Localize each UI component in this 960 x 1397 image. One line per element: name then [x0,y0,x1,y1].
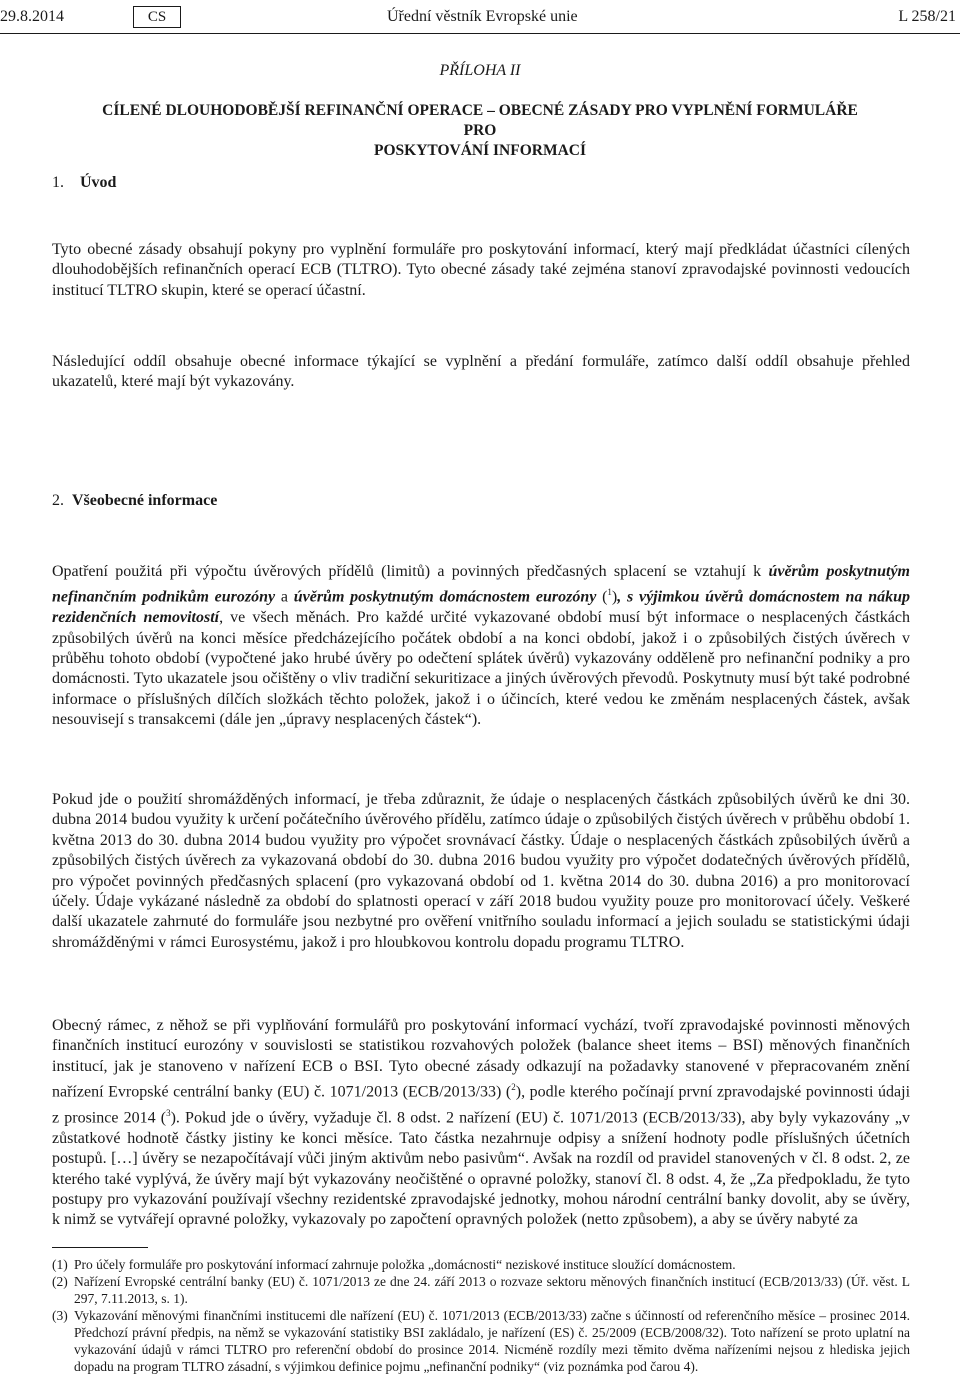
p1-text-2: a [275,588,294,606]
section-2-paragraph-1 [52,562,910,731]
footnote-3-text: Vykazování měnovými finančními institucemi dle nařízení (EU) č. 1071/2013 (ECB/2013/33) začne s účinností od referenčního měsíce – prosinec 2014. Předchozí právní předpis, na němž se vykazování statistiky BSI zakládalo, je nařízení (ES) č. 25/2009 (ECB/2008/32). Toto nařízení se proto uplatní na vykazování údajů v rámci TLTRO pro referenční období do prosince 2014. Nicméně rozdíly mezi těmito dvěma nařízeními nejsou z hlediska jejich dopadu na program TLTRO zásadní, s výjimkou definice pojmu „nefinanční podniky“ (viz poznámka pod čarou 4). [74,1308,910,1374]
footnote-ref-2[interactable]: 2 [511,1082,516,1093]
p1-text-5: , ve všech měnách. Pro každé určité vykazované období musí být informace o nesplacených částkách způsobilých úvěrů na konci měsíce předcházejícího počátek období a na konci období, jakož i o způsobilých čistých úvěrech v průběhu tohoto období (vypočtené jako hrubé úvěry po odečtení splátek úvěrů) vykazovány odděleně pro nefinanční podniky a pro domácnosti. Tyto ukazatele jsou očištěny o vliv tradiční sekuritizace a jiných úvěrových převodů. Poskytnuty musí být také podrobné informace o příslušných dílčích složkách těchto položek, jakož i o účincích, které vedou ke změnám nesplacených částek, avšak nesouvisejí s transakcemi (dále jen „úpravy nesplacených částek“). [52,609,911,729]
footnote-2-text: Nařízení Evropské centrální banky (EU) č. 1071/2013 ze dne 24. září 2013 o rozvaze sektoru měnových finančních institucí (ECB/2013/33) (Úř. věst. L 297, 7.11.2013, s. 1). [74,1274,910,1306]
section-2-number: 2. [52,492,64,509]
footnote-2 [52,1273,910,1307]
footnote-separator [52,1247,148,1248]
section-2-paragraph-2: Pokud jde o použití shromážděných informací, je třeba zdůraznit, že údaje o nesplacených částkách způsobilých úvěrů ke dni 30. dubna 2014 budou využity k určení počátečního úvěrového přídělu, zatímco údaje o způsobilých čistých úvěrech v průběhu období 1. května 2013 do 30. dubna 2014 budou využity pro výpočet srovnávací částky. Údaje o nesplacených částkách způsobilých úvěrů a způsobilých čistých úvěrech za vykazovaná období do 30. dubna 2016 budou využity pro výpočet dodatečných úvěrových přídělů, pro výpočet povinných předčasných splacení (pro vykazovaná období od 1. května 2014 do 30. dubna 2016) a pro monitorovací účely. Údaje vykázané následně za období do splatnosti operací v září 2018 budou využity pouze pro monitorovací účely. Veškeré další ukazatele zahrnuté do formuláře jsou nezbytné pro ověření vnitřního souladu informací a jejich souladu se statistickými údaji shromážděnými v rámci Eurosystému, jakož i pro hloubkovou kontrolu dopadu programu TLTRO. [52,791,910,951]
footnote-ref-1[interactable]: 1 [607,587,612,598]
p1-text-1: Opatření použitá při výpočtu úvěrových přídělů (limitů) a povinných předčasných splacení se vztahují k [52,563,769,580]
p1-emph-2: úvěrům poskytnutým domácnostem eurozóny [293,588,597,606]
section-1-paragraph-1: Tyto obecné zásady obsahují pokyny pro vyplnění formuláře pro poskytování informací, který mají předkládat účastníci cílených dlouhodobějších refinančních operací ECB (TLTRO). Tyto obecné zásady také zejména stanoví zpravodajské povinnosti vedoucích institucí TLTRO skupin, které se operací účastní. [52,241,910,299]
footnote-ref-3[interactable]: 3 [166,1107,171,1118]
p3-text-2: ), podle kterého počínají první zpravodajské povinnosti údaji z prosince 2014 ( [52,1083,911,1127]
page-reference: L 258/21 [898,8,956,25]
journal-title: Úřední věstník Evropské unie [387,8,578,25]
document-title [100,101,860,161]
footnote-3 [52,1307,910,1375]
publication-date: 29.8.2014 [0,8,64,25]
title-line-1: CÍLENÉ DLOUHODOBĚJŠÍ REFINANČNÍ OPERACE – OBECNÉ ZÁSADY PRO VYPLNĚNÍ FORMULÁŘE PRO [102,102,858,139]
annex-label: PŘÍLOHA II [439,62,521,79]
p3-text-1: Obecný rámec, z něhož se při vyplňování formulářů pro poskytování informací vychází, tvoří zpravodajské povinnosti měnových finančních institucí eurozóny v souvislosti se statistikou rozvahových položek (balance sheet items – BSI) měnových finančních institucí, jak je stanoveno v nařízení ECB o BSI. Tyto obecné zásady odkazují na požadavky stanovené v přepracovaném znění nařízení Evropské centrální banky (EU) č. 1071/2013 (ECB/2013/33) ( [52,1017,910,1101]
section-1-paragraph-2: Následující oddíl obsahuje obecné informace týkající se vyplnění a předání formuláře, zatímco další oddíl obsahuje přehled ukazatelů, které mají být vykazovány. [52,353,910,391]
p1-text-4: ) [611,588,618,606]
footnote-3-number: (3) [52,1308,68,1323]
language-badge: CS [133,6,181,28]
section-2-heading [52,492,217,510]
section-1-title: Úvod [80,174,117,191]
section-1-heading [52,174,116,192]
header-rule [0,33,960,34]
title-line-2: POSKYTOVÁNÍ INFORMACÍ [374,142,586,159]
p1-text-3: ( [596,588,608,606]
section-2-paragraph-3 [52,1016,910,1231]
footnote-2-number: (2) [52,1274,68,1289]
section-2-title: Všeobecné informace [72,492,218,509]
p1-emph-1: úvěrům poskytnutým nefinančním podnikům eurozóny [52,563,911,606]
section-1-number: 1. [52,174,64,191]
p1-emph-3: , s výjimkou úvěrů domácnostem na nákup rezidenčních nemovitostí [52,588,911,627]
footnote-1-number: (1) [52,1257,68,1272]
footnote-1 [52,1256,910,1273]
footnote-1-text: Pro účely formuláře pro poskytování informací zahrnuje položka „domácnosti“ neziskové instituce sloužící domácnostem. [74,1257,736,1272]
p3-text-3: ). Pokud jde o úvěry, vyžaduje čl. 8 odst. 2 nařízení (EU) č. 1071/2013 (ECB/2013/33), aby byly vykazovány „v zůstatkové hodnotě částky jistiny ke konci měsíce. Tato částka nezahrnuje odpisy a snížení hodnoty podle příslušných účetních postupů. […] úvěry se nezapočítávají vůči jiným aktivům nebo pasivům“. Avšak na rozdíl od pravidel stanovených v čl. 8 odst. 2, ze kterého také vyplývá, že úvěry mají být vykazovány neočištěné o opravné položky, stanoví čl. 8 odst. 4, že „Za předpokladu, že tyto postupy pro vykazování používají všechny rezidentské zpravodajské jednotky, mohou národní centrální banky dovolit, aby se úvěry, k nimž se vytvářejí opravné položky, vykazovaly po započtení opravných položek (netto způsobem), a aby se úvěry nabyté za [52,1109,910,1229]
page-header [0,5,960,31]
